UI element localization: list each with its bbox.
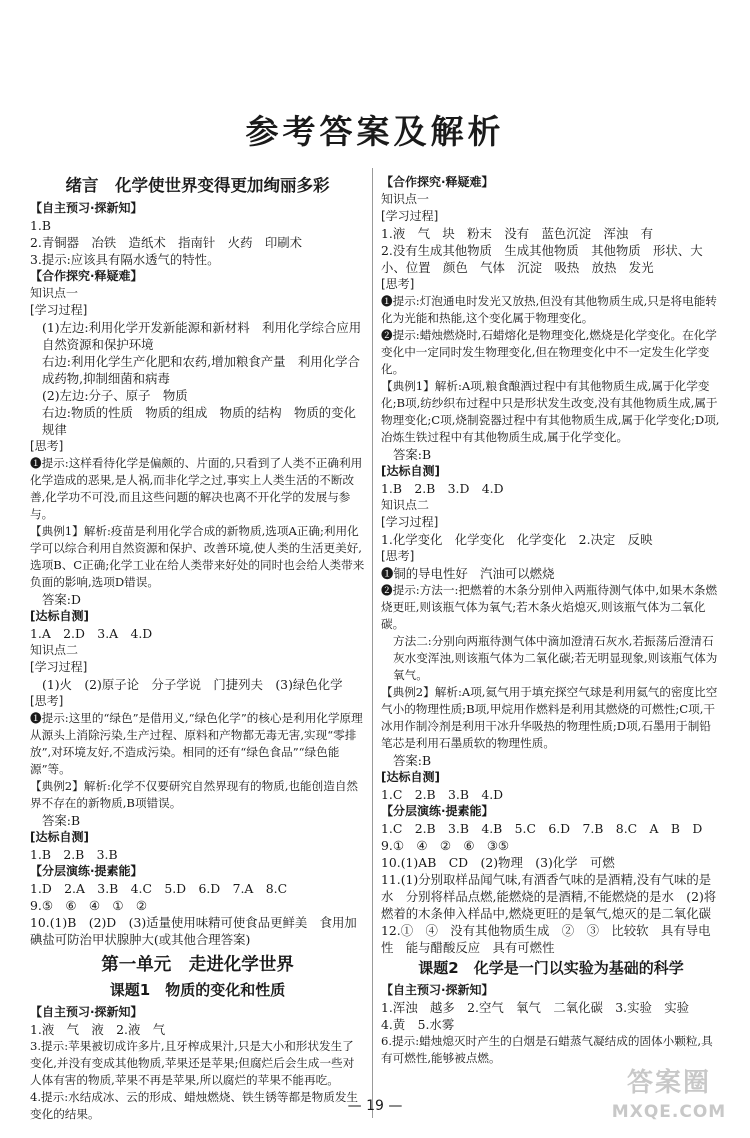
text-line: ❶提示:这里的“绿色”是借用义,“绿色化学”的核心是利用化学原理从源头上消除污染,生产过程、原料和产物都无毒无害,实现“零排放”,对环境友好,不造成污染。相同的还有“绿色食品”“绿色能源”等。 [30, 711, 363, 776]
watermark-logo [594, 1064, 744, 1130]
text-line: 右边:物质的性质 物质的组成 物质的结构 物质的变化规律 [42, 405, 356, 437]
text-line: 12.① ④ 没有其他物质生成 ② ③ 比较软 具有导电性 能与醋酸反应 具有可燃性 [381, 923, 711, 955]
text-line: [学习过程] [30, 303, 88, 317]
text-line: 答案:D [42, 592, 81, 607]
text-line: 【典例1】解析:疫苗是利用化学合成的新物质,选项A正确;利用化学可以综合利用自然资源和保护、改善环境,使人类的生活更美好,选项B、C正确;化学工业在给人类带来好处的同时也会给人类带来负面的影响,选项D错误。 [30, 524, 365, 589]
text-line: 【典例2】解析:A项,氦气用于填充探空气球是利用氦气的密度比空气小的物理性质;B项,甲烷用作燃料是利用其燃烧的可燃性;C项,干冰用作制冷剂是利用干冰升华吸热的物理性质;D项,石墨用于制铅笔芯是利用石墨质软的物理性质。 [381, 685, 718, 750]
text-line: 【自主预习·探新知】 [30, 1005, 143, 1019]
text-line: 1.B 2.B 3.D 4.D [381, 481, 504, 496]
text-line: 【自主预习·探新知】 [30, 201, 143, 215]
text-line: 9.① ④ ② ⑥ ③⑤ [381, 838, 510, 853]
text-line: [学习过程] [30, 660, 88, 674]
text-line: [思考] [30, 694, 64, 708]
text-line: ❷提示:方法一:把燃着的木条分别伸入两瓶待测气体中,如果木条燃烧更旺,则该瓶气体为氧气;若木条火焰熄灭,则该瓶气体为二氧化碳。 [381, 583, 718, 631]
text-line: [思考] [381, 549, 415, 563]
text-line: 知识点二 [381, 498, 430, 512]
text-line: 【分层演练·提素能】 [30, 864, 143, 878]
text-line: 1.C 2.B 3.B 4.D [381, 787, 504, 802]
watermark-text: 答案圈 [626, 1068, 711, 1098]
text-line: 9.⑤ ⑥ ④ ① ② [30, 898, 147, 913]
text-line: 1.化学变化 化学变化 化学变化 2.决定 反映 [381, 532, 653, 547]
text-line: [学习过程] [381, 515, 439, 529]
text-line: ❶铜的导电性好 汽油可以燃烧 [381, 566, 555, 581]
text-line: 【合作探究·释疑难】 [381, 175, 494, 189]
text-line: 【自主预习·探新知】 [381, 983, 494, 997]
text-line: 【分层演练·提素能】 [381, 804, 494, 818]
text-line: 6.提示:蜡烛熄灭时产生的白烟是石蜡蒸气凝结成的固体小颗粒,具有可燃性,能够被点燃。 [381, 1034, 713, 1065]
section-heading: 第一单元 走进化学世界 [101, 955, 294, 975]
text-line: ❶提示:这样看待化学是偏颇的、片面的,只看到了人类不正确利用化学造成的恶果,是人祸,而非化学之过,事实上人类生活的不断改善,化学功不可没,而且这些问题的解决也离不开化学的发展与参与。 [30, 456, 363, 521]
text-line: (2)左边:分子、原子 物质 [42, 388, 188, 403]
right-column [381, 174, 721, 1067]
text-line: 1.浑浊 越多 2.空气 氧气 二氧化碳 3.实验 实验 [381, 1000, 690, 1015]
text-line: 10.(1)B (2)D (3)适量使用味精可使食品更鲜美 食用加碘盐可防治甲状腺肿大(或其他合理答案) [30, 915, 357, 947]
text-line: 答案:B [393, 447, 432, 462]
text-line: 方法二:分别向两瓶待测气体中滴加澄清石灰水,若振荡后澄清石灰水变浑浊,则该瓶气体为二氧化碳;若无明显现象,则该瓶气体为氧气。 [393, 634, 718, 682]
text-line: 右边:利用化学生产化肥和农药,增加粮食产量 利用化学合成药物,抑制细菌和病毒 [42, 354, 360, 386]
section-heading: 绪言 化学使世界变得更加绚丽多彩 [65, 176, 330, 195]
text-line: [达标自测] [30, 609, 89, 623]
text-line: [达标自测] [381, 464, 440, 478]
column-divider [372, 168, 373, 1118]
text-line: ❶提示:灯泡通电时发光又放热,但没有其他物质生成,只是将电能转化为光能和热能,这个变化属于物理变化。 [381, 294, 717, 325]
page-number: — 19 — [347, 1098, 403, 1114]
text-line: 【合作探究·释疑难】 [30, 269, 143, 283]
watermark-url: MXQE.COM [611, 1102, 727, 1122]
text-line: 3.提示:苹果被切成许多片,且牙榨成果汁,只是大小和形状发生了变化,并没有变成其他物质,苹果还是苹果;但腐烂后会生成一些对人体有害的物质,苹果不再是苹果,所以腐烂的苹果不能再吃。 [30, 1039, 355, 1087]
text-line: 1.A 2.D 3.A 4.D [30, 626, 153, 641]
text-line: 1.液 气 液 2.液 气 [30, 1022, 166, 1037]
text-line: 1.B [30, 218, 51, 233]
text-line: 知识点二 [30, 643, 79, 657]
text-line: [达标自测] [30, 830, 89, 844]
left-column [30, 174, 365, 1123]
text-line: 答案:B [42, 813, 81, 828]
text-line: 知识点一 [381, 192, 430, 206]
text-line: 1.C 2.B 3.B 4.B 5.C 6.D 7.B 8.C A B D [381, 821, 703, 836]
page-title: 参考答案及解析 [245, 112, 505, 151]
text-line: 1.D 2.A 3.B 4.C 5.D 6.D 7.A 8.C [30, 881, 288, 896]
text-line: 1.液 气 块 粉末 没有 蓝色沉淀 浑浊 有 [381, 226, 654, 241]
text-line: 11.(1)分别取样品闻气味,有酒香气味的是酒精,没有气味的是水 分别将样品点燃,能燃烧的是酒精,不能燃烧的是水 (2)将燃着的木条伸入样品中,燃烧更旺的是氧气,熄灭的是二氧化碳 [381, 872, 717, 921]
text-line: [思考] [381, 277, 415, 291]
text-line: [思考] [30, 439, 64, 453]
text-line: 10.(1)AB CD (2)物理 (3)化学 可燃 [381, 855, 615, 870]
text-line: [达标自测] [381, 770, 440, 784]
section-heading: 课题2 化学是一门以实验为基础的科学 [418, 959, 684, 977]
text-line: 【典例1】解析:A项,粮食酿酒过程中有其他物质生成,属于化学变化;B项,纺纱织布过程中只是形状发生改变,没有其他物质生成,属于物理变化;C项,烧制瓷器过程中有其他物质生成,属于化学变化;D项,冶炼生铁过程中有其他物质生成,属于化学变化。 [381, 379, 720, 444]
text-line: 【典例2】解析:化学不仅要研究自然界现有的物质,也能创造自然界不存在的新物质,B项错误。 [30, 779, 359, 810]
section-heading: 课题1 物质的变化和性质 [109, 981, 286, 999]
text-line: [学习过程] [381, 209, 439, 223]
text-line: 答案:B [393, 753, 432, 768]
text-line: 3.提示:应该具有隔水透气的特性。 [30, 252, 220, 267]
text-line: 4.黄 5.水雾 [381, 1017, 455, 1032]
text-line: 2.没有生成其他物质 生成其他物质 其他物质 形状、大小、位置 颜色 气体 沉淀 吸热 放热 发光 [381, 243, 703, 275]
text-line: (1)火 (2)原子论 分子学说 门捷列夫 (3)绿色化学 [42, 677, 343, 692]
text-line: (1)左边:利用化学开发新能源和新材料 利用化学综合应用自然资源和保护环境 [42, 320, 362, 352]
text-line: 2.青铜器 冶铁 造纸术 指南针 火药 印刷术 [30, 235, 303, 250]
text-line: 4.提示:水结成冰、云的形成、蜡烛燃烧、铁生锈等都是物质发生变化的结果。 [30, 1090, 359, 1121]
text-line: 1.B 2.B 3.B [30, 847, 118, 862]
text-line: ❷提示:蜡烛燃烧时,石蜡熔化是物理变化,燃烧是化学变化。在化学变化中一定同时发生物理变化,但在物理变化中不一定发生化学变化。 [381, 328, 717, 376]
text-line: 知识点一 [30, 286, 79, 300]
